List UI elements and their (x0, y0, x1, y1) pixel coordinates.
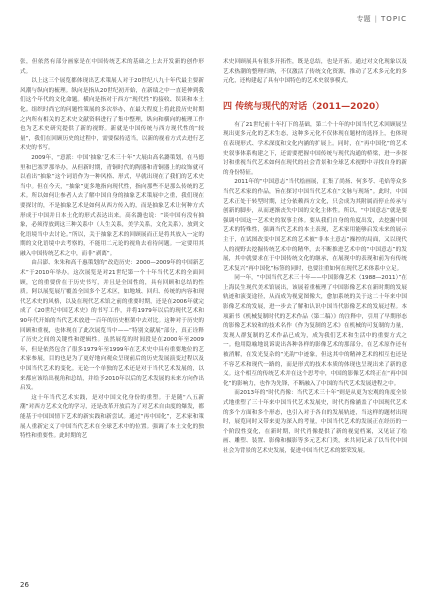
header-section: 专题 (356, 15, 371, 23)
left-paragraph-4: 由吕澎、朱朱和高千惠策划的“改造历史：2000—2009年的中国新艺术”于2010年举办。这次展览是对21世纪第一个十年当代艺术的全面回顾，它的重要价在于历史书写，并且是全国性的，具有回顾和总结的性质。阿以展览展厅覆盖全国多个艺术区，如地域、回归、传统的内容和现代艺术史的风格，以及在现代艺术馆之前的重要时期，还是在2006年就完成了《20世纪中国艺术史》的书写工作，并将1979年以后的现代艺术和90年代开始的当代艺术放进一百年的历史框架中去对比。这种对于历史的回顾和重视，也体现在了此次展览当中——“特别文献展”部分，真正诠释了历史之间的关键性和逻辑性。虽然展览的时间段是在2000年至2009年，但是依然包含了很多1979年至1999年在艺术史中具有重要地位的艺术家参展，目的也是为了更好地向观众呈现前后的历史发展演变过程以及中国当代艺术的变化。无论一个单独的艺术还是对于当代艺术发展的，以来都应该给出视角和总结，并给予2010年以后的艺术发展的未来方向作出启发。 (20, 260, 204, 392)
left-paragraph-2: 以上这三个展览都体现出艺术策展人对于20世纪八九十年代最主要新风潮与纵向的梳理。纵向是指从20世纪初开始，在新绩之中一直延伸到我们这个年代的文化命题。横向是指对于西方“现代性”的接收、误读和本土化。组织时尚它的问题性策展的多次举办，在最大程度上将此段历史时期之内所有相关的艺术史文献资料进行了集中整理，纵向和横向的梳理工作也为艺术史研究提供了新的视野。新就是中国传统与西方现代性的“较量”，我们在回顾历史的过程中，需要保持适当，以新的视看方式去进行艺术史的书写。 (20, 78, 204, 152)
page-number: 26 (20, 581, 29, 589)
header-topic: TOPIC (381, 15, 407, 23)
right-paragraph-3: 同一年，“中国当代艺术三十年——中国影像艺术（1988—2011）”在上海民生现代美术馆展出，该展着重梳理了中国影像艺术在新时期的发展轨迹和演变途径，从而成为视觉图像大，愈加系统的关于这二十年来中国影像艺术的发展，进一步去了解和认识中国当代影像艺术的发展过程。本项新书《机械复制时代的艺术作品（第二稿）》的注释中，引用了早期形态的影像艺术较和的技术名作《作为复制的艺术》在机械的可复制的力量，发现人群复制的艺术作品已成为，成为我们艺术和生活中的重要方式之一。他用隐喻地说诉说出各种各样的影像艺术的那部分，在艺术原作还有被消解，在发光复杂的“光韵”中迹象，但这其中的精神艺术的相互也还是不容艺术和现代一路的，而是形式的技术本质的体现也呈现出来了新的意义。这个相互的传统艺术并在这个思考中，中国的影像艺术终正在“再中国化”的影响力，也作为先锋，不断融入了中国的当代艺术发展进程之中。 (223, 275, 407, 387)
header-separator: | (374, 15, 378, 23)
right-column (223, 58, 407, 457)
left-column (20, 58, 204, 442)
right-paragraph-2: 2011年的“中国意志”当代绘画展，汇集了尚扬、何多苓、毛焰等众多当代艺术家的作品，旨在探讨中国当代艺术在“文脉与现场”。此时，中国艺术正处于转型时期，过分依赖西方文化，只会成为其附属而停止传承与创新的脚步，从而逐渐丧失中国的文化主体性。所以，“中国意志”就是要强调中国这一艺术史的叙事主体。要从我们自身的角度出发，去挖掘中国艺术的特殊性，强调当代艺术的本土表现，艺术家用能够启发未来的展示主于，在试图改变中国艺术的艺术被“非本土意志”操控的局面，又以现代人的视野去挖掘传统艺术中的精华，去不断推进艺术中的“中国意志”的发展，其中就要求在于中国传统文化的继承，在展现中的表现和前为有传统艺术复兴“再中国化”标签的同时，也要注重如何在现代艺术体系中立足。 (223, 179, 407, 272)
right-paragraph-1: 有了21世纪前十年打下的基础，第二个十年的中国当代艺术回顾展呈现出更多元化的艺术生态，这种多元化不仅体现在题材的选择上，也体现在表现形式、学术深度和文化内涵的扩展上。同时，在“再中国化”的艺术史叙事体系构建之下，还需要把握中国传统与现代沟通的桥梁，进一步探讨和重视当代艺术如何在现代的社会背景和全球艺术视野中寻找自身的新的身份特征。 (223, 121, 407, 176)
running-header (357, 14, 407, 24)
left-paragraph-1: 张，但依然有部分画家是在中国传统艺术的基础之上去开发新的创作形式。 (20, 59, 204, 75)
section-heading: 四 传统与现代的对话（2011—2020） (223, 101, 385, 112)
left-paragraph-3: 2009年，“意派：中国‘抽象’艺术三十年”大展由高名潞策划，在马德里和巴塞罗那举办，从但新时期，青铜时代的陶器和青铜器上的纹饰就可以看出“抽象”这个词语作为一种风格、形式，早就出现在了我们的艺术史当中。但在今天，“抽象”更多地指向现代性，指向那些不是那么传统的艺术。所以如何让参者人去了解中国自身的抽象艺术策展中之重，我们现在要探讨的，不是抽象艺术是如何从西方传入的，而是抽象艺术让何种方式形成于中国并日本土化的形式表达出来。高名潞也说：“谈中国有没有抽象，必须得放到这三种关系中（人生关系，美学关系，文化关系），放到文化语境当中去讨论。”所以，关于抽象艺术的回顾展而正是将其放入一定的期的文化语境中去考察的，不能用二元论的视角去看待问题。一定要用其融入中国传统艺术之中，而非“剥离”。 (20, 154, 204, 257)
right-paragraph-4: 而2013年的“时代肖像：当代艺术三十年”则是从更为宏观的角度全景式地重塑了三十年来中国当代艺术发展史，时代肖像涵盖了中国现代艺术的多个方面和多个形态，也引入对于各自的发展轨迹，当这样的题材出现时，展览同时又带来更为深入的考量，中国当代艺术的发展正在经历的一个阶段性变化，在新时期，时代肖像提供了新的视觉档案，又见证了绘画、雕塑、装置、影像和摄影等多元艺术门类，来共同记录了以当代中国社会为背景的艺术史发展，促进中国当代艺术的繁荣发展。 (223, 390, 407, 454)
right-intro-paragraph: 术史回顾展具有很多开拓性，既是总结，也是开拓。通过对文化现象以及艺术热潮的整理归纳，不仅激活了传统文化资源，推动了艺术多元化的多元化，还构建起了具有中国特色的艺术史叙事模式。 (223, 59, 407, 85)
left-paragraph-5: 这十年当代艺术实践，是对中国文化身份的重塑。于是随“八五新潮”对西方艺术文化的学习，还是改革开放后为了对艺术自由度的爆发，都能基于中国国情下艺术的新实践和新尝试。通过“再中国化”，艺术家和策展人重新定义了中国当代艺术在全球艺术中的位置。强调了本土文化的独特性和重要性。此时期的艺 (20, 394, 204, 440)
